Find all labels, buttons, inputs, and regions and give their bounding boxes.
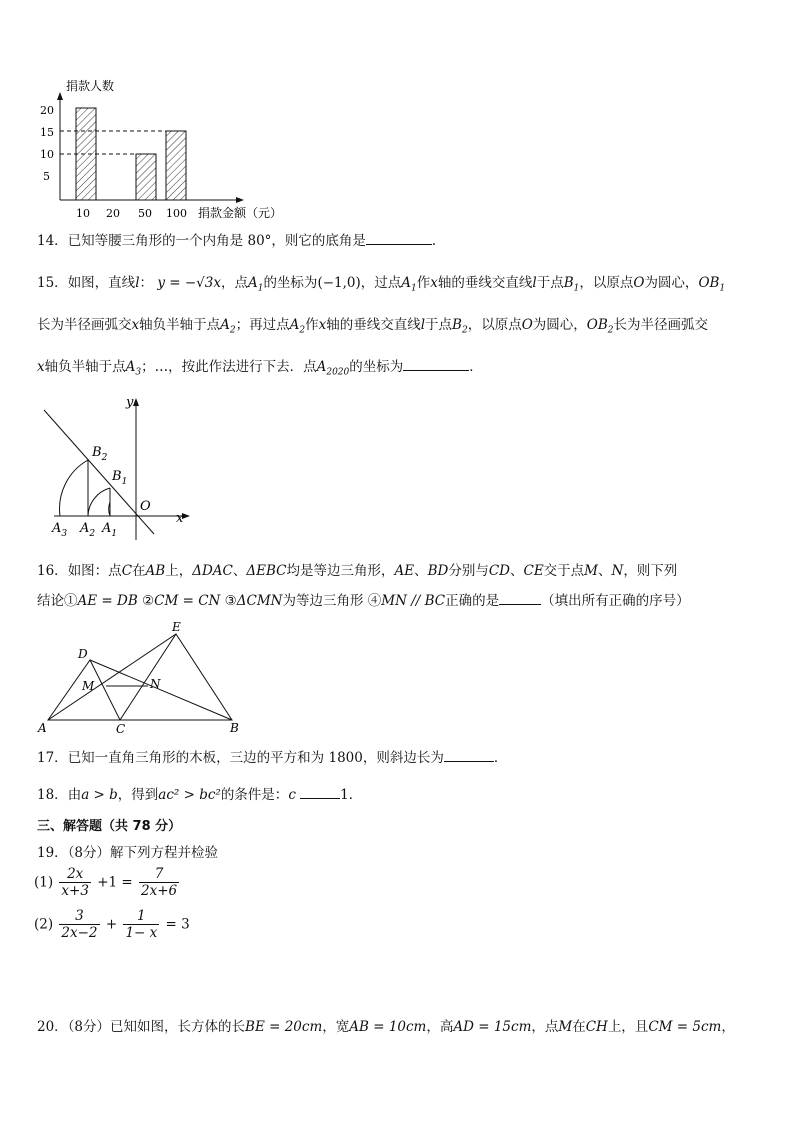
question-19-part-1: (1) $\frac{2x}{x+3}$ +1 = $\frac{7}{2x+6}$ (34, 866, 178, 899)
x-axis-arrow (236, 197, 244, 203)
svg-text:x: x (176, 511, 184, 526)
xtick-label: 100 (166, 207, 187, 220)
svg-text:C: C (116, 722, 126, 736)
question-16-line-1: 16．如图：点C在AB上，ΔDAC、ΔEBC均是等边三角形，AE、BD分别与CD、CE交于点M、N，则下列 (37, 563, 678, 579)
ytick-label: 15 (40, 126, 54, 139)
svg-text:A1: $A_1$ (102, 521, 118, 539)
ytick-label: 5 (43, 170, 50, 183)
section-heading: 三、解答题（共 78 分） (37, 819, 182, 834)
bar-100 (166, 131, 186, 200)
bar-10 (76, 108, 96, 200)
donation-bar-chart (30, 74, 310, 224)
question-19-part-2: (2) $\frac{3}{2x-2}$ + $\frac{1}{1- x}$ = 3 (34, 908, 190, 941)
ytick-label: 20 (40, 104, 54, 117)
question-15-line-1: 15．如图，直线l： y = −√3x，点$A_1$的坐标为(−1,0)，过点$A_1$作x轴的垂线交直线l于点$B_1$，以原点O为圆心，$OB_1$ (37, 275, 726, 294)
svg-text:E: E (172, 620, 181, 634)
answer-blank (499, 592, 541, 605)
svg-text:M: M (82, 679, 95, 693)
answer-blank (300, 786, 340, 799)
fraction: $\frac{7}{2x+6}$ (141, 866, 178, 899)
bar-50 (136, 154, 156, 200)
question-17: 17．已知一直角三角形的木板，三边的平方和为 1800，则斜边长为 ． (37, 750, 508, 766)
question-15-line-3: x轴负半轴于点$A_3$；…，按此作法进行下去．点$A_{2020}$的坐标为 ． (37, 359, 483, 378)
question-18: 18．由a > b，得到ac² > bc²的条件是：c 1． (37, 787, 363, 803)
xtick-label: 50 (138, 207, 152, 220)
answer-blank (403, 358, 469, 371)
y-axis-arrow (57, 92, 63, 100)
question-20: 20．（8分）已知如图，长方体的长BE = 20cm，宽AB = 10cm，高AD = 15cm，点M在CH上，且CM = 5cm， (37, 1019, 735, 1035)
ytick-label: 10 (40, 148, 54, 161)
fraction: $\frac{3}{2x-2}$ (61, 908, 98, 941)
question-16-line-2: 结论①AE = DB ②CM = CN ③ΔCMN为等边三角形 ④MN // BC正确的是 （填出所有正确的序号） (37, 593, 690, 609)
svg-text:B1: $B_1$ (112, 469, 128, 487)
fraction: $\frac{2x}{x+3}$ (61, 866, 89, 899)
xtick-label: 10 (76, 207, 90, 220)
svg-text:y: y (126, 395, 134, 410)
chart-ylabel: 捐款人数 (66, 79, 115, 93)
question-15-line-2: 长为半径画弧交x轴负半轴于点$A_2$；再过点$A_2$作x轴的垂线交直线l于点$B_2$，以原点O为圆心，$OB_2$长为半径画弧交 (37, 317, 709, 336)
svg-text:O: O (140, 499, 151, 514)
answer-blank (444, 749, 494, 762)
xtick-label: 20 (106, 207, 120, 220)
svg-text:N: N (150, 677, 161, 691)
question-14: 14．已知等腰三角形的一个内角是 80°，则它的底角是 ． (37, 233, 446, 249)
svg-text:D: D (78, 647, 88, 661)
svg-text:A: A (38, 721, 47, 735)
fraction: $\frac{1}{1- x}$ (125, 908, 158, 941)
figure-15 (36, 392, 196, 544)
svg-text:B2: $B_2$ (92, 445, 108, 463)
svg-text:A3: $A_3$ (52, 521, 68, 539)
chart-xlabel: 捐款金额（元） (198, 206, 283, 220)
answer-blank (366, 232, 432, 245)
figure-16 (36, 620, 246, 736)
svg-text:B: B (230, 721, 239, 735)
question-19: 19．（8分）解下列方程并检验 (37, 845, 219, 861)
svg-text:A2: $A_2$ (80, 521, 96, 539)
